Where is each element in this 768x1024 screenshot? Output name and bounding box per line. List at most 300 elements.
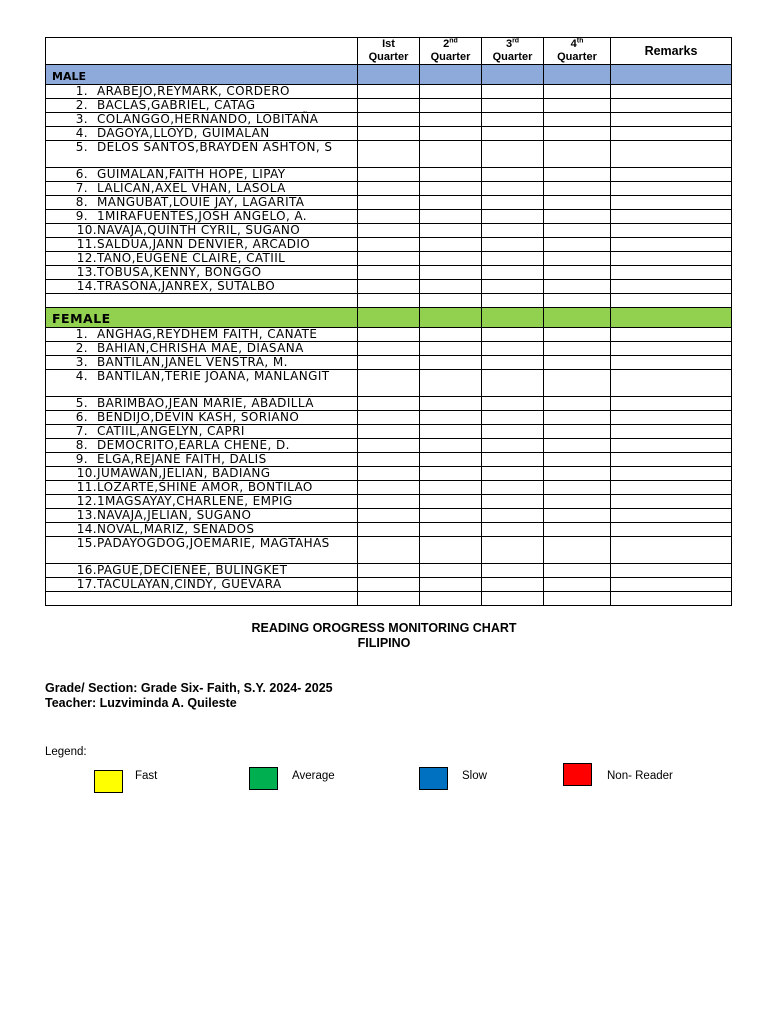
- remarks-cell: [611, 453, 732, 467]
- remarks-cell: [611, 266, 732, 280]
- remarks-cell: [611, 467, 732, 481]
- remarks-cell: [611, 411, 732, 425]
- student-name: SALDUA,JANN DENVIER, ARCADIO: [97, 237, 311, 251]
- student-name-cell: [46, 370, 357, 383]
- student-row: [46, 141, 732, 168]
- quarter-cell: [420, 467, 482, 481]
- student-name-cell: [46, 467, 357, 480]
- quarter-cell: [482, 342, 544, 356]
- quarter-cell: [544, 99, 611, 113]
- header-row: [46, 38, 732, 65]
- student-row: [46, 509, 732, 523]
- quarter-cell: [482, 356, 544, 370]
- quarter-cell: [420, 328, 482, 342]
- remarks-header: Remarks: [611, 38, 732, 65]
- remarks-cell: [611, 397, 732, 411]
- quarter-cell: [358, 182, 420, 196]
- quarter-cell: [544, 238, 611, 252]
- student-number: 4.: [75, 369, 88, 383]
- quarter-cell: [358, 210, 420, 224]
- remarks-cell: [611, 238, 732, 252]
- student-number: 14.: [76, 522, 97, 536]
- student-name: NAVAJA,JELIAN, SUGANO: [97, 508, 252, 522]
- student-number: 15.: [76, 536, 97, 550]
- student-row: [46, 467, 732, 481]
- quarter-cell: [544, 495, 611, 509]
- quarter-cell: [420, 99, 482, 113]
- legend-swatch-average: [249, 767, 278, 790]
- student-row: [46, 578, 732, 592]
- quarter-cell: [544, 182, 611, 196]
- student-name: 1MIRAFUENTES,JOSH ANGELO, A.: [97, 209, 308, 223]
- quarter-cell: [420, 453, 482, 467]
- student-row: [46, 224, 732, 238]
- student-row: [46, 370, 732, 397]
- legend-swatch-fast: [94, 770, 123, 793]
- quarter-cell: [358, 439, 420, 453]
- student-name-cell: [46, 238, 357, 251]
- student-name: TOBUSA,KENNY, BONGGO: [97, 265, 262, 279]
- quarter-cell: [358, 370, 420, 397]
- quarter-cell: [420, 224, 482, 238]
- quarter-cell: [544, 439, 611, 453]
- remarks-cell: [611, 425, 732, 439]
- quarter-cell: [358, 356, 420, 370]
- student-row: [46, 481, 732, 495]
- quarter-cell: [358, 495, 420, 509]
- quarter-cell: [544, 537, 611, 564]
- student-number: 10.: [76, 466, 97, 480]
- quarter-cell: [482, 224, 544, 238]
- student-name: TANO,EUGENE CLAIRE, CATIIL: [97, 251, 286, 265]
- quarter-cell: [420, 578, 482, 592]
- remarks-cell: [611, 168, 732, 182]
- student-number: 11.: [76, 480, 97, 494]
- student-name-cell: [46, 328, 357, 341]
- legend-label-slow: Slow: [462, 770, 487, 782]
- quarter-cell: [544, 210, 611, 224]
- quarter-cell: [482, 370, 544, 397]
- student-number: 2.: [75, 98, 88, 112]
- student-name: PAGUE,DECIENEE, BULINGKET: [97, 563, 288, 577]
- quarter-cell: [544, 280, 611, 294]
- student-name: LOZARTE,SHINE AMOR, BONTILAO: [97, 480, 313, 494]
- quarter-cell: [420, 509, 482, 523]
- student-row: [46, 356, 732, 370]
- remarks-cell: [611, 356, 732, 370]
- remarks-cell: [611, 141, 732, 168]
- student-name-cell: [46, 252, 357, 265]
- quarter-cell: [420, 127, 482, 141]
- name-column-header: [46, 38, 358, 65]
- quarter-cell: [420, 252, 482, 266]
- student-number: 12.: [76, 494, 97, 508]
- legend-label-non-reader: Non- Reader: [607, 770, 673, 782]
- quarter-cell: [358, 509, 420, 523]
- student-number: 13.: [76, 265, 97, 279]
- quarter-cell: [358, 328, 420, 342]
- remarks-cell: [611, 328, 732, 342]
- quarter-cell: [482, 411, 544, 425]
- quarter-cell: [482, 252, 544, 266]
- quarter-cell: [482, 168, 544, 182]
- grade-section: Grade/ Section: Grade Six- Faith, S.Y. 2024- 2025: [45, 681, 333, 695]
- quarter-cell: [420, 238, 482, 252]
- quarter-cell: [544, 85, 611, 99]
- student-number: 9.: [75, 452, 88, 466]
- student-number: 9.: [75, 209, 88, 223]
- student-row: [46, 495, 732, 509]
- student-row: [46, 280, 732, 294]
- student-row: [46, 238, 732, 252]
- remarks-cell: [611, 280, 732, 294]
- remarks-cell: [611, 182, 732, 196]
- student-name: CATIIL,ANGELYN, CAPRI: [97, 424, 245, 438]
- chart-title: READING OROGRESS MONITORING CHART: [251, 621, 517, 635]
- student-row: [46, 397, 732, 411]
- quarter-cell: [482, 481, 544, 495]
- blank-row: [46, 294, 732, 308]
- quarter-cell: [544, 342, 611, 356]
- quarter-cell: [420, 266, 482, 280]
- student-row: [46, 537, 732, 564]
- quarter-cell: [544, 578, 611, 592]
- quarter-cell: [358, 467, 420, 481]
- quarter-cell: [482, 564, 544, 578]
- student-row: [46, 196, 732, 210]
- remarks-cell: [611, 564, 732, 578]
- student-number: 2.: [75, 341, 88, 355]
- student-name-cell: [46, 85, 357, 98]
- student-number: 5.: [75, 396, 88, 410]
- teacher-name: Teacher: Luzviminda A. Quileste: [45, 696, 237, 710]
- remarks-cell: [611, 342, 732, 356]
- quarter-cell: [358, 168, 420, 182]
- student-name-cell: [46, 439, 357, 452]
- quarter-cell: [544, 467, 611, 481]
- quarter-cell: [482, 210, 544, 224]
- student-row: [46, 266, 732, 280]
- student-number: 10.: [76, 223, 97, 237]
- quarter-cell: [358, 224, 420, 238]
- student-name-cell: [46, 210, 357, 223]
- quarter-4-header: 4th Quarter: [544, 38, 611, 65]
- female-section-header: [46, 308, 732, 328]
- student-name: NOVAL,MARIZ, SENADOS: [97, 522, 255, 536]
- remarks-cell: [611, 127, 732, 141]
- quarter-cell: [358, 141, 420, 168]
- quarter-cell: [420, 210, 482, 224]
- quarter-cell: [420, 495, 482, 509]
- quarter-cell: [544, 397, 611, 411]
- student-name: ARABEJO,REYMARK, CORDERO: [97, 84, 290, 98]
- student-name: PADAYOGDOG,JOEMARIE, MAGTAHAS: [97, 536, 330, 550]
- remarks-cell: [611, 370, 732, 397]
- student-name: JUMAWAN,JELIAN, BADIANG: [97, 466, 271, 480]
- student-number: 4.: [75, 126, 88, 140]
- quarter-cell: [544, 509, 611, 523]
- student-row: [46, 168, 732, 182]
- quarter-cell: [544, 481, 611, 495]
- quarter-cell: [544, 370, 611, 397]
- remarks-cell: [611, 224, 732, 238]
- remarks-cell: [611, 523, 732, 537]
- quarter-cell: [482, 467, 544, 481]
- quarter-2-header: 2nd Quarter: [420, 38, 482, 65]
- student-name-cell: [46, 495, 357, 508]
- student-name-cell: [46, 425, 357, 438]
- quarter-cell: [420, 182, 482, 196]
- female-label: FEMALE: [52, 311, 111, 326]
- student-name: DAGOYA,LLOYD, GUIMALAN: [97, 126, 270, 140]
- student-name-cell: [46, 523, 357, 536]
- quarter-cell: [358, 523, 420, 537]
- quarter-cell: [358, 453, 420, 467]
- student-name: MANGUBAT,LOUIE JAY, LAGARITA: [97, 195, 305, 209]
- quarter-cell: [544, 266, 611, 280]
- student-number: 5.: [75, 140, 88, 154]
- quarter-cell: [358, 266, 420, 280]
- quarter-cell: [544, 252, 611, 266]
- progress-table: [45, 37, 732, 606]
- student-name-cell: [46, 280, 357, 293]
- quarter-1-header: Ist Quarter: [358, 38, 420, 65]
- student-row: [46, 453, 732, 467]
- student-name-cell: [46, 397, 357, 410]
- student-row: [46, 523, 732, 537]
- quarter-cell: [544, 356, 611, 370]
- quarter-cell: [482, 85, 544, 99]
- quarter-cell: [482, 238, 544, 252]
- quarter-cell: [420, 280, 482, 294]
- quarter-cell: [358, 196, 420, 210]
- quarter-cell: [544, 113, 611, 127]
- quarter-3-header: 3rd Quarter: [482, 38, 544, 65]
- student-name-cell: [46, 168, 357, 181]
- quarter-cell: [482, 425, 544, 439]
- quarter-cell: [482, 523, 544, 537]
- legend-swatch-slow: [419, 767, 448, 790]
- quarter-cell: [544, 328, 611, 342]
- student-row: [46, 113, 732, 127]
- remarks-cell: [611, 196, 732, 210]
- student-name: BAHIAN,CHRISHA MAE, DIASANA: [97, 341, 304, 355]
- quarter-cell: [482, 280, 544, 294]
- quarter-cell: [358, 537, 420, 564]
- student-row: [46, 411, 732, 425]
- quarter-cell: [482, 578, 544, 592]
- quarter-cell: [358, 280, 420, 294]
- student-number: 11.: [76, 237, 97, 251]
- quarter-cell: [420, 564, 482, 578]
- student-row: [46, 342, 732, 356]
- quarter-cell: [358, 397, 420, 411]
- quarter-cell: [358, 113, 420, 127]
- student-row: [46, 328, 732, 342]
- remarks-cell: [611, 210, 732, 224]
- quarter-cell: [358, 85, 420, 99]
- quarter-cell: [420, 342, 482, 356]
- quarter-cell: [482, 328, 544, 342]
- male-section-header: [46, 65, 732, 85]
- legend-label-average: Average: [292, 770, 335, 782]
- student-name-cell: [46, 578, 357, 591]
- remarks-cell: [611, 99, 732, 113]
- student-name: BACLAS,GABRIEL, CATAG: [97, 98, 256, 112]
- quarter-cell: [420, 397, 482, 411]
- remarks-cell: [611, 495, 732, 509]
- male-label: MALE: [52, 70, 86, 83]
- student-row: [46, 210, 732, 224]
- student-number: 3.: [75, 355, 88, 369]
- quarter-cell: [420, 523, 482, 537]
- student-name: BANTILAN,JANEL VENSTRA, M.: [97, 355, 288, 369]
- remarks-cell: [611, 578, 732, 592]
- quarter-cell: [482, 453, 544, 467]
- student-number: 7.: [75, 181, 88, 195]
- student-name-cell: [46, 356, 357, 369]
- quarter-cell: [544, 168, 611, 182]
- student-name: 1MAGSAYAY,CHARLENE, EMPIG: [97, 494, 293, 508]
- student-name: COLANGGO,HERNANDO, LOBITAÑA: [97, 112, 319, 126]
- student-name: TACULAYAN,CINDY, GUEVARA: [97, 577, 282, 591]
- student-row: [46, 439, 732, 453]
- student-name: LALICAN,AXEL VHAN, LASOLA: [97, 181, 286, 195]
- student-name-cell: [46, 411, 357, 424]
- student-name-cell: [46, 113, 357, 126]
- student-number: 12.: [76, 251, 97, 265]
- student-name: GUIMALAN,FAITH HOPE, LIPAY: [97, 167, 286, 181]
- student-number: 8.: [75, 195, 88, 209]
- quarter-cell: [482, 266, 544, 280]
- quarter-cell: [482, 182, 544, 196]
- quarter-cell: [420, 168, 482, 182]
- student-name-cell: [46, 224, 357, 237]
- quarter-cell: [420, 537, 482, 564]
- quarter-cell: [482, 537, 544, 564]
- student-row: [46, 99, 732, 113]
- remarks-cell: [611, 252, 732, 266]
- student-number: 7.: [75, 424, 88, 438]
- student-number: 13.: [76, 508, 97, 522]
- student-row: [46, 564, 732, 578]
- quarter-cell: [358, 99, 420, 113]
- legend-swatch-non-reader: [563, 763, 592, 786]
- student-name: BANTILAN,TERIE JOANA, MANLANGIT: [97, 369, 330, 383]
- student-name: NAVAJA,QUINTH CYRIL, SUGANO: [97, 223, 301, 237]
- quarter-cell: [358, 578, 420, 592]
- quarter-cell: [358, 425, 420, 439]
- student-name-cell: [46, 342, 357, 355]
- quarter-cell: [544, 411, 611, 425]
- quarter-cell: [544, 196, 611, 210]
- quarter-cell: [482, 127, 544, 141]
- student-name-cell: [46, 182, 357, 195]
- quarter-cell: [544, 523, 611, 537]
- quarter-cell: [420, 196, 482, 210]
- student-number: 1.: [75, 84, 88, 98]
- blank-row: [46, 592, 732, 606]
- student-name-cell: [46, 481, 357, 494]
- remarks-cell: [611, 481, 732, 495]
- quarter-cell: [420, 481, 482, 495]
- student-name: BARIMBAO,JEAN MARIE, ABADILLA: [97, 396, 314, 410]
- quarter-cell: [420, 85, 482, 99]
- student-name-cell: [46, 266, 357, 279]
- legend-label-fast: Fast: [135, 770, 158, 782]
- student-number: 16.: [76, 563, 97, 577]
- remarks-cell: [611, 537, 732, 564]
- student-name: ANGHAG,REYDHEM FAITH, CANATE: [97, 327, 318, 341]
- student-number: 3.: [75, 112, 88, 126]
- quarter-cell: [482, 509, 544, 523]
- quarter-cell: [482, 495, 544, 509]
- student-number: 6.: [75, 167, 88, 181]
- student-name: DELOS SANTOS,BRAYDEN ASHTON, S: [97, 140, 333, 154]
- student-name: TRASONA,JANREX, SUTALBO: [97, 279, 276, 293]
- quarter-cell: [420, 356, 482, 370]
- student-row: [46, 182, 732, 196]
- student-name: ELGA,REJANE FAITH, DALIS: [97, 452, 267, 466]
- student-number: 17.: [76, 577, 97, 591]
- quarter-cell: [358, 342, 420, 356]
- remarks-cell: [611, 509, 732, 523]
- student-name-cell: [46, 127, 357, 140]
- quarter-cell: [544, 425, 611, 439]
- remarks-cell: [611, 113, 732, 127]
- quarter-cell: [358, 481, 420, 495]
- student-name: BENDIJO,DEVIN KASH, SORIANO: [97, 410, 300, 424]
- quarter-cell: [358, 252, 420, 266]
- student-row: [46, 425, 732, 439]
- quarter-cell: [544, 453, 611, 467]
- quarter-cell: [544, 564, 611, 578]
- student-name: DEMOCRITO,EARLA CHENE, D.: [97, 438, 290, 452]
- quarter-cell: [420, 439, 482, 453]
- student-row: [46, 252, 732, 266]
- student-name-cell: [46, 564, 357, 577]
- quarter-cell: [482, 141, 544, 168]
- quarter-cell: [358, 564, 420, 578]
- quarter-cell: [544, 127, 611, 141]
- quarter-cell: [358, 238, 420, 252]
- chart-subject: FILIPINO: [357, 636, 411, 650]
- student-name-cell: [46, 509, 357, 522]
- quarter-cell: [544, 141, 611, 168]
- quarter-cell: [420, 113, 482, 127]
- quarter-cell: [482, 113, 544, 127]
- student-name-cell: [46, 99, 357, 112]
- quarter-cell: [420, 425, 482, 439]
- student-number: 8.: [75, 438, 88, 452]
- remarks-cell: [611, 439, 732, 453]
- quarter-cell: [544, 224, 611, 238]
- quarter-cell: [482, 99, 544, 113]
- quarter-cell: [482, 439, 544, 453]
- student-name-cell: [46, 537, 357, 550]
- quarter-cell: [482, 196, 544, 210]
- remarks-cell: [611, 85, 732, 99]
- student-name-cell: [46, 141, 357, 154]
- student-row: [46, 127, 732, 141]
- quarter-cell: [420, 370, 482, 397]
- student-name-cell: [46, 196, 357, 209]
- quarter-cell: [482, 397, 544, 411]
- student-name-cell: [46, 453, 357, 466]
- quarter-cell: [420, 411, 482, 425]
- student-row: [46, 85, 732, 99]
- quarter-cell: [420, 141, 482, 168]
